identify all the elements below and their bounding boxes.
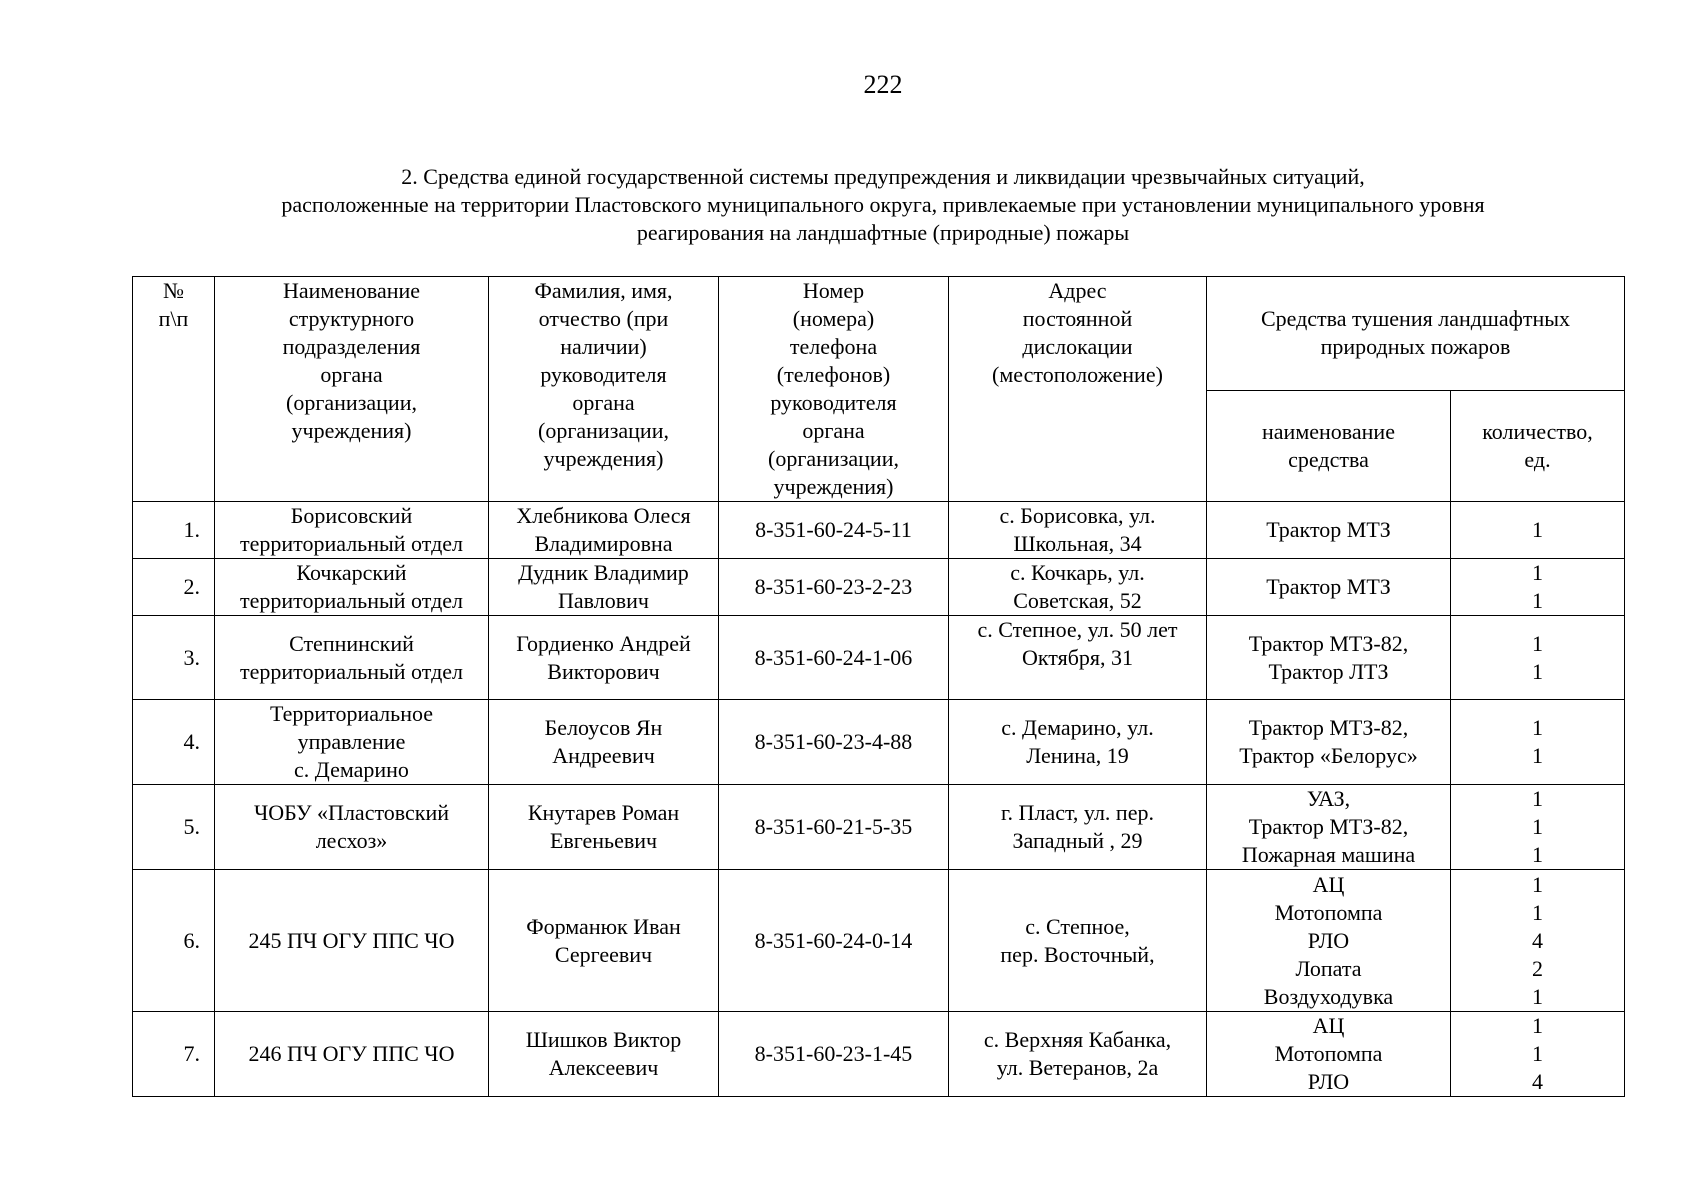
row-number: 5. bbox=[133, 785, 215, 870]
table-row bbox=[133, 1012, 1625, 1097]
table-row bbox=[133, 559, 1625, 616]
header-means-group: Средства тушения ландшафтных природных пожаров bbox=[1207, 277, 1625, 391]
row-means: Трактор МТЗ-82, Трактор «Белорус» bbox=[1207, 700, 1451, 785]
title-line-1: 2. Средства единой государственной системы предупреждения и ликвидации чрезвычайных ситуаций, bbox=[401, 164, 1365, 189]
row-phone: 8-351-60-23-2-23 bbox=[719, 559, 949, 616]
row-address: с. Степное, пер. Восточный, bbox=[949, 870, 1207, 1012]
table-row bbox=[133, 616, 1625, 700]
row-address: с. Степное, ул. 50 лет Октября, 31 bbox=[949, 616, 1207, 700]
title-line-2: расположенные на территории Пластовского муниципального округа, привлекаемые при установлении муниципального уровня bbox=[281, 192, 1485, 217]
row-quantity: 1 1 bbox=[1451, 616, 1625, 700]
header-number: № п\п bbox=[133, 277, 215, 502]
row-head-name: Форманюк Иван Сергеевич bbox=[489, 870, 719, 1012]
row-phone: 8-351-60-23-4-88 bbox=[719, 700, 949, 785]
row-means: Трактор МТЗ bbox=[1207, 559, 1451, 616]
row-phone: 8-351-60-23-1-45 bbox=[719, 1012, 949, 1097]
row-means: Трактор МТЗ bbox=[1207, 502, 1451, 559]
row-number: 4. bbox=[133, 700, 215, 785]
row-phone: 8-351-60-24-0-14 bbox=[719, 870, 949, 1012]
row-quantity: 1 1 bbox=[1451, 559, 1625, 616]
row-number: 7. bbox=[133, 1012, 215, 1097]
row-means: АЦ Мотопомпа РЛО bbox=[1207, 1012, 1451, 1097]
row-head-name: Хлебникова Олеся Владимировна bbox=[489, 502, 719, 559]
row-unit: Степнинский территориальный отдел bbox=[215, 616, 489, 700]
row-means: АЦ Мотопомпа РЛО Лопата Воздуходувка bbox=[1207, 870, 1451, 1012]
row-address: с. Демарино, ул. Ленина, 19 bbox=[949, 700, 1207, 785]
row-unit: 245 ПЧ ОГУ ППС ЧО bbox=[215, 870, 489, 1012]
table-row bbox=[133, 785, 1625, 870]
row-quantity: 1 bbox=[1451, 502, 1625, 559]
row-quantity: 1 1 bbox=[1451, 700, 1625, 785]
row-quantity: 1 1 4 bbox=[1451, 1012, 1625, 1097]
row-quantity: 1 1 1 bbox=[1451, 785, 1625, 870]
row-address: с. Борисовка, ул. Школьная, 34 bbox=[949, 502, 1207, 559]
row-head-name: Белоусов Ян Андреевич bbox=[489, 700, 719, 785]
header-phone: Номер (номера) телефона (телефонов) руководителя органа (организации, учреждения) bbox=[719, 277, 949, 502]
row-phone: 8-351-60-21-5-35 bbox=[719, 785, 949, 870]
row-head-name: Шишков Виктор Алексеевич bbox=[489, 1012, 719, 1097]
row-address: с. Кочкарь, ул. Советская, 52 bbox=[949, 559, 1207, 616]
row-head-name: Кнутарев Роман Евгеньевич bbox=[489, 785, 719, 870]
table-row bbox=[133, 700, 1625, 785]
row-phone: 8-351-60-24-5-11 bbox=[719, 502, 949, 559]
row-unit: Кочкарский территориальный отдел bbox=[215, 559, 489, 616]
row-unit: Борисовский территориальный отдел bbox=[215, 502, 489, 559]
row-quantity: 1 1 4 2 1 bbox=[1451, 870, 1625, 1012]
row-head-name: Гордиенко Андрей Викторович bbox=[489, 616, 719, 700]
row-head-name: Дудник Владимир Павлович bbox=[489, 559, 719, 616]
header-address: Адрес постоянной дислокации (местоположение) bbox=[949, 277, 1207, 502]
row-phone: 8-351-60-24-1-06 bbox=[719, 616, 949, 700]
table-row bbox=[133, 870, 1625, 1012]
row-number: 6. bbox=[133, 870, 215, 1012]
page-number: 222 bbox=[863, 70, 903, 99]
header-means-name: наименование средства bbox=[1207, 390, 1451, 502]
row-unit: Территориальное управление с. Демарино bbox=[215, 700, 489, 785]
row-address: с. Верхняя Кабанка, ул. Ветеранов, 2а bbox=[949, 1012, 1207, 1097]
row-means: УАЗ, Трактор МТЗ-82, Пожарная машина bbox=[1207, 785, 1451, 870]
row-unit: 246 ПЧ ОГУ ППС ЧО bbox=[215, 1012, 489, 1097]
row-number: 3. bbox=[133, 616, 215, 700]
row-number: 1. bbox=[133, 502, 215, 559]
header-unit: Наименование структурного подразделения органа (организации, учреждения) bbox=[215, 277, 489, 502]
row-unit: ЧОБУ «Пластовский лесхоз» bbox=[215, 785, 489, 870]
table-row bbox=[133, 502, 1625, 559]
title-line-3: реагирования на ландшафтные (природные) пожары bbox=[636, 220, 1130, 245]
header-means-qty: количество, ед. bbox=[1451, 390, 1625, 502]
row-means: Трактор МТЗ-82, Трактор ЛТЗ bbox=[1207, 616, 1451, 700]
resources-table bbox=[132, 276, 1625, 1097]
header-head-name: Фамилия, имя, отчество (при наличии) руководителя органа (организации, учреждения) bbox=[489, 277, 719, 502]
row-address: г. Пласт, ул. пер. Западный , 29 bbox=[949, 785, 1207, 870]
document-title bbox=[150, 163, 1616, 247]
row-number: 2. bbox=[133, 559, 215, 616]
